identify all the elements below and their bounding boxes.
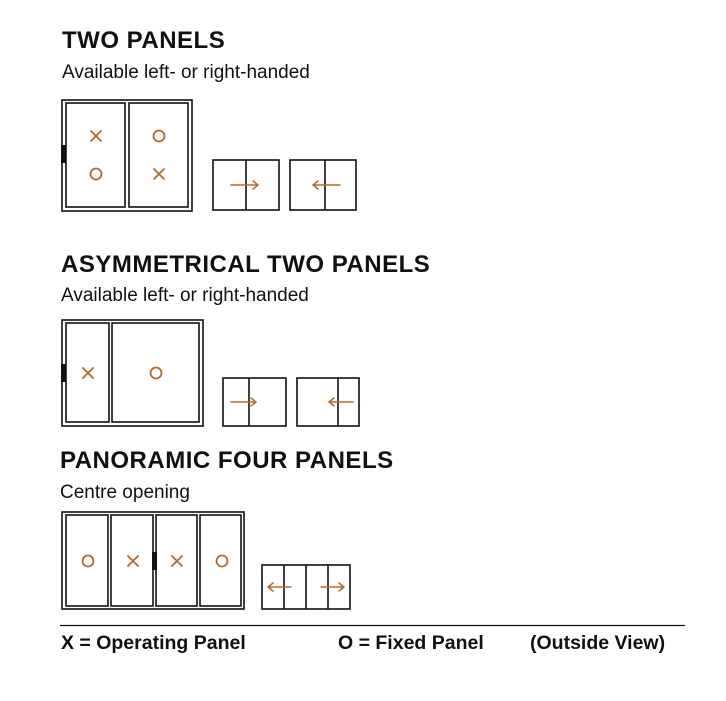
legend-fixed-panel: O = Fixed Panel	[338, 632, 484, 654]
section-subtitle-two-panels: Available left- or right-handed	[62, 62, 310, 83]
asymmetrical-plan-right	[223, 378, 286, 426]
operating-x-icon	[128, 556, 138, 566]
panel-left	[66, 103, 125, 207]
fixed-o-icon	[151, 368, 162, 379]
two-panels-elevation	[61, 100, 192, 211]
arrow-left-icon	[268, 583, 291, 591]
panel-wide	[112, 323, 199, 422]
operating-x-icon	[91, 131, 101, 141]
door-handle	[61, 364, 66, 382]
fixed-o-icon	[217, 556, 228, 567]
asymmetrical-plan-left	[297, 378, 359, 426]
section-subtitle-panoramic-four-panels: Centre opening	[60, 482, 190, 503]
section-subtitle-asymmetrical-two-panels: Available left- or right-handed	[61, 285, 309, 306]
outer-frame	[62, 320, 203, 426]
outer-frame	[62, 100, 192, 211]
section-title-two-panels: TWO PANELS	[62, 27, 226, 54]
panel-1	[66, 515, 108, 606]
operating-x-icon	[83, 368, 93, 378]
arrow-left-icon	[329, 398, 353, 406]
panoramic-four-panels-elevation	[62, 512, 244, 609]
fixed-o-icon	[91, 169, 102, 180]
fixed-o-icon	[154, 131, 165, 142]
door-handle	[61, 145, 66, 163]
two-panels-plan-right	[213, 160, 279, 210]
operating-x-icon	[172, 556, 182, 566]
asymmetrical-two-panels-elevation	[61, 320, 203, 426]
arrow-right-icon	[231, 181, 258, 189]
section-title-asymmetrical-two-panels: ASYMMETRICAL TWO PANELS	[61, 251, 431, 278]
fixed-o-icon	[83, 556, 94, 567]
arrow-right-icon	[321, 583, 344, 591]
door-handle	[152, 552, 157, 570]
legend-operating-panel: X = Operating Panel	[61, 632, 246, 654]
panel-4	[200, 515, 241, 606]
arrow-right-icon	[231, 398, 256, 406]
arrow-left-icon	[313, 181, 340, 189]
operating-x-icon	[154, 169, 164, 179]
panoramic-plan-centre-opening	[262, 565, 350, 609]
two-panels-plan-left	[290, 160, 356, 210]
section-title-panoramic-four-panels: PANORAMIC FOUR PANELS	[60, 447, 394, 474]
legend-outside-view: (Outside View)	[530, 632, 666, 654]
panel-right	[129, 103, 188, 207]
